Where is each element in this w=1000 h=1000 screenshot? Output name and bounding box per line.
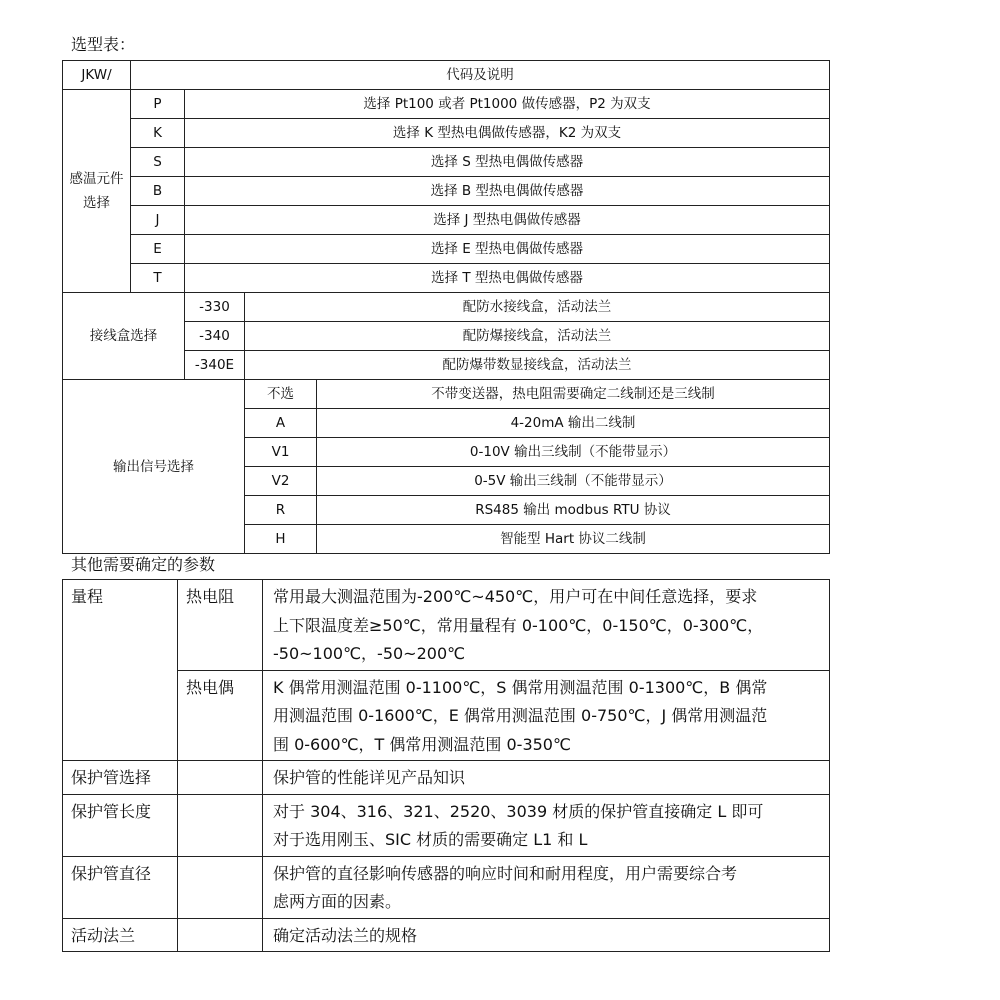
tube-length-desc [263, 794, 830, 856]
junction-desc: 配防水接线盒，活动法兰 [245, 293, 830, 322]
sensor-row [63, 264, 830, 293]
sensor-code: P [131, 90, 185, 119]
param-row [63, 761, 830, 795]
sensor-desc: 选择 Pt100 或者 Pt1000 做传感器，P2 为双支 [185, 90, 830, 119]
tube-length-label: 保护管长度 [63, 794, 178, 856]
empty-cell [178, 794, 263, 856]
tube-diameter-label: 保护管直径 [63, 856, 178, 918]
output-desc: 0-10V 输出三线制（不能带显示） [317, 438, 830, 467]
junction-group-label: 接线盒选择 [63, 293, 185, 380]
output-code: R [245, 496, 317, 525]
flange-desc [263, 918, 830, 952]
sensor-desc: 选择 T 型热电偶做传感器 [185, 264, 830, 293]
desc-line: 上下限温度差≥50℃，常用量程有 0-100℃，0-150℃，0-300℃， [273, 615, 764, 635]
sensor-row [63, 206, 830, 235]
desc-line: -50~100℃，-50~200℃ [273, 644, 466, 663]
output-desc: 不带变送器，热电阻需要确定二线制还是三线制 [317, 380, 830, 409]
junction-desc: 配防爆接线盒，活动法兰 [245, 322, 830, 351]
model-prefix: JKW/ [63, 61, 131, 90]
desc-line: 对于选用刚玉、SIC 材质的需要确定 L1 和 L [273, 830, 588, 849]
sensor-desc: 选择 B 型热电偶做传感器 [185, 177, 830, 206]
sensor-code: T [131, 264, 185, 293]
sensor-code: B [131, 177, 185, 206]
sensor-code: E [131, 235, 185, 264]
sensor-row [63, 119, 830, 148]
output-code: V1 [245, 438, 317, 467]
sensor-desc: 选择 E 型热电偶做传感器 [185, 235, 830, 264]
sensor-row [63, 177, 830, 206]
desc-line: 围 0-600℃，T 偶常用测温范围 0-350℃ [273, 734, 571, 754]
desc-line: 对于 304、316、321、2520、3039 材质的保护管直接确定 L 即可 [273, 801, 764, 821]
sensor-code: K [131, 119, 185, 148]
selection-table [62, 60, 830, 554]
output-desc: 0-5V 输出三线制（不能带显示） [317, 467, 830, 496]
empty-cell [178, 918, 263, 952]
range-label: 量程 [63, 580, 178, 761]
sensor-group-label [63, 90, 131, 293]
sensor-code: S [131, 148, 185, 177]
sensor-desc: 选择 K 型热电偶做传感器，K2 为双支 [185, 119, 830, 148]
tc-desc [263, 670, 830, 761]
output-code: H [245, 525, 317, 554]
output-row [63, 380, 830, 409]
param-row [63, 918, 830, 952]
empty-cell [178, 761, 263, 795]
junction-desc: 配防爆带数显接线盒，活动法兰 [245, 351, 830, 380]
sensor-code: J [131, 206, 185, 235]
sensor-label-text: 感温元件选择 [69, 171, 124, 211]
param-row [63, 856, 830, 918]
param-row [63, 794, 830, 856]
param-row [63, 670, 830, 761]
output-group-label: 输出信号选择 [63, 380, 245, 554]
desc-line: 保护管的性能详见产品知识 [273, 768, 466, 787]
params-title: 其他需要确定的参数 [71, 555, 216, 574]
output-desc: 4-20mA 输出二线制 [317, 409, 830, 438]
junction-code: -330 [185, 293, 245, 322]
output-code: 不选 [245, 380, 317, 409]
junction-row [63, 293, 830, 322]
desc-line: 常用最大测温范围为-200℃~450℃，用户可在中间任意选择，要求 [273, 587, 758, 606]
junction-code: -340E [185, 351, 245, 380]
sensor-row [63, 90, 830, 119]
sensor-desc: 选择 J 型热电偶做传感器 [185, 206, 830, 235]
tube-select-label: 保护管选择 [63, 761, 178, 795]
output-desc: 智能型 Hart 协议二线制 [317, 525, 830, 554]
junction-code: -340 [185, 322, 245, 351]
param-row [63, 580, 830, 671]
params-table [62, 579, 830, 952]
tube-diameter-desc [263, 856, 830, 918]
sensor-row [63, 148, 830, 177]
rtd-label: 热电阻 [178, 580, 263, 671]
empty-cell [178, 856, 263, 918]
desc-line: 保护管的直径影响传感器的响应时间和耐用程度，用户需要综合考 [273, 863, 738, 883]
flange-label: 活动法兰 [63, 918, 178, 952]
selection-table-title: 选型表： [71, 35, 136, 54]
desc-line: 确定活动法兰的规格 [273, 925, 418, 945]
desc-line: 用测温范围 0-1600℃，E 偶常用测温范围 0-750℃，J 偶常用测温范 [273, 706, 768, 725]
desc-line: K 偶常用测温范围 0-1100℃，S 偶常用测温范围 0-1300℃，B 偶常 [273, 677, 768, 697]
rtd-desc [263, 580, 830, 671]
output-code: A [245, 409, 317, 438]
tube-select-desc [263, 761, 830, 795]
header-row [63, 61, 830, 90]
tc-label: 热电偶 [178, 670, 263, 761]
sensor-desc: 选择 S 型热电偶做传感器 [185, 148, 830, 177]
output-code: V2 [245, 467, 317, 496]
desc-line: 虑两方面的因素。 [273, 892, 402, 911]
code-header: 代码及说明 [131, 61, 830, 90]
sensor-row [63, 235, 830, 264]
output-desc: RS485 输出 modbus RTU 协议 [317, 496, 830, 525]
